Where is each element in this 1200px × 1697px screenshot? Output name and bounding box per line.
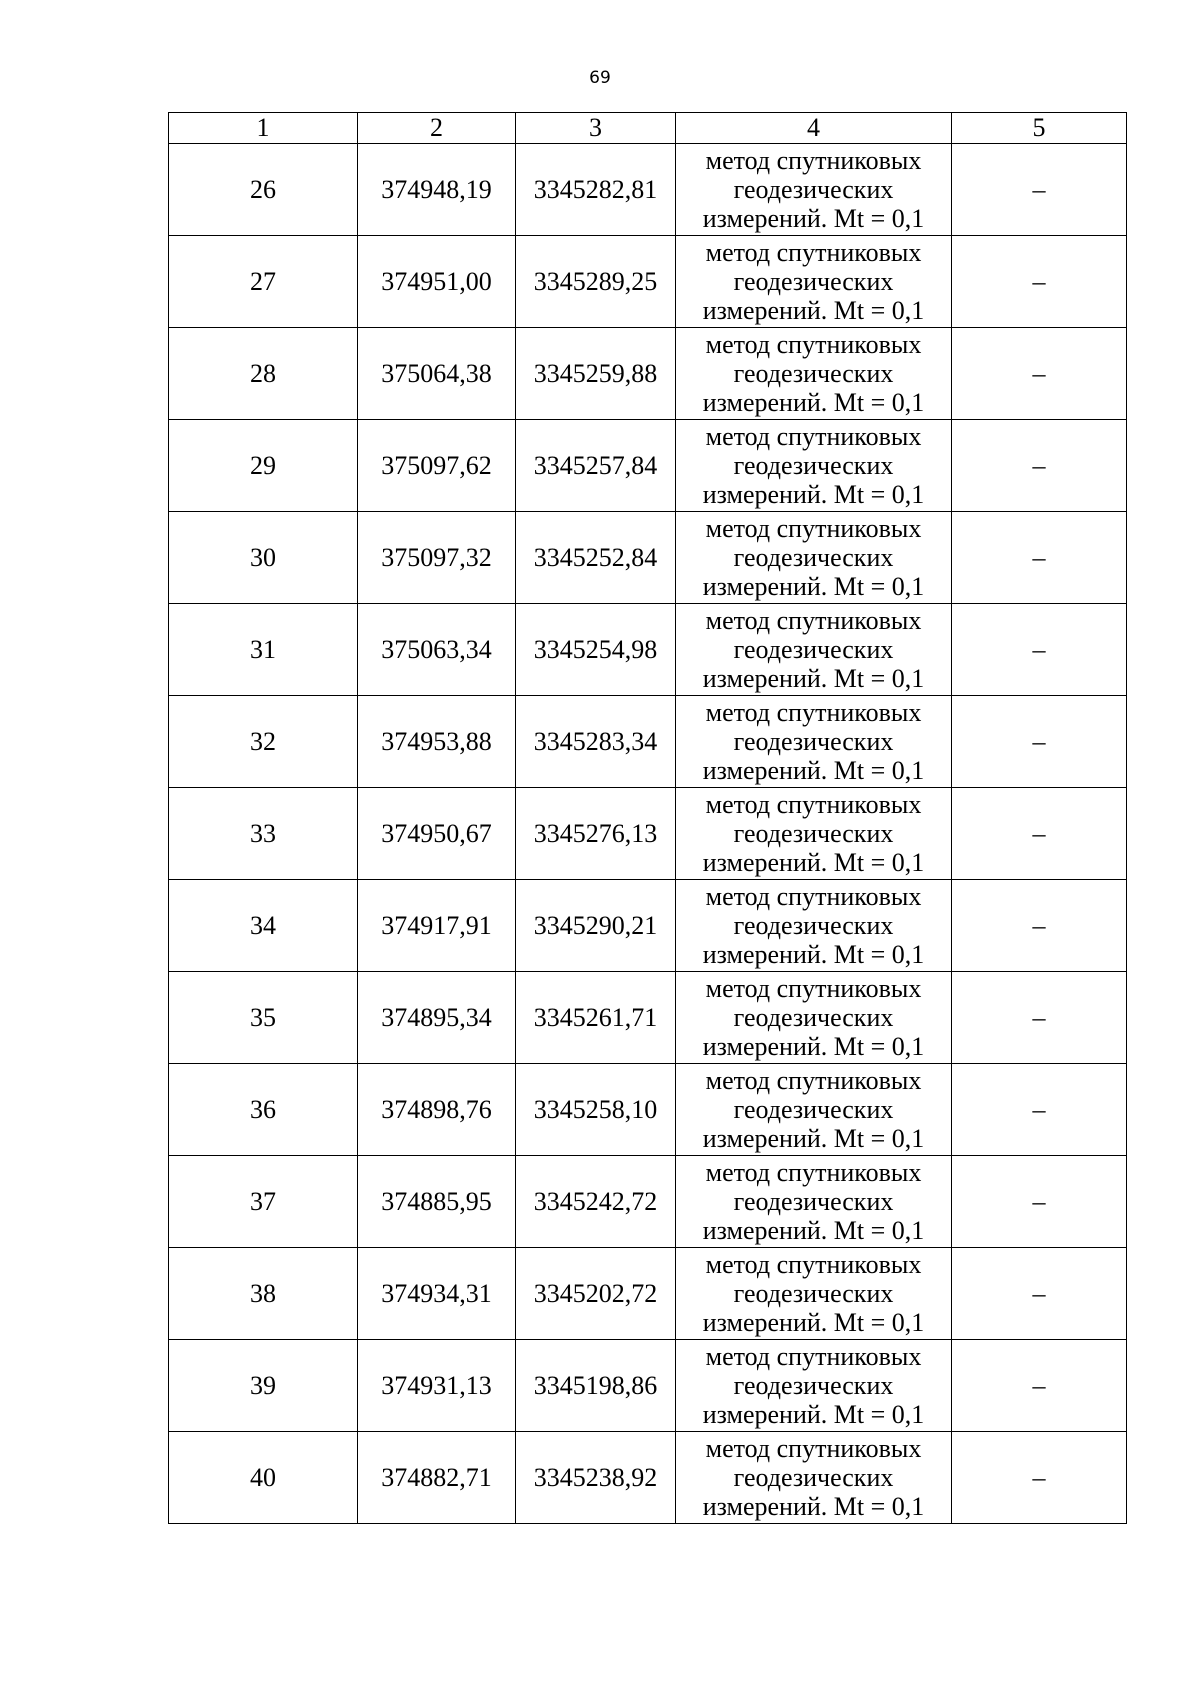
method-description: метод спутниковых геодезических измерений. Mt = 0,1 <box>676 880 952 972</box>
method-description: метод спутниковых геодезических измерений. Mt = 0,1 <box>676 236 952 328</box>
point-number: 37 <box>169 1156 358 1248</box>
column-5-value: – <box>952 1340 1127 1432</box>
method-description: метод спутниковых геодезических измерений. Mt = 0,1 <box>676 788 952 880</box>
point-number: 29 <box>169 420 358 512</box>
point-number: 31 <box>169 604 358 696</box>
method-description: метод спутниковых геодезических измерений. Mt = 0,1 <box>676 1156 952 1248</box>
point-number: 39 <box>169 1340 358 1432</box>
header-col-1: 1 <box>169 113 358 144</box>
x-coordinate: 374950,67 <box>358 788 516 880</box>
point-number: 38 <box>169 1248 358 1340</box>
method-description: метод спутниковых геодезических измерений. Mt = 0,1 <box>676 1432 952 1524</box>
method-description: метод спутниковых геодезических измерений. Mt = 0,1 <box>676 1248 952 1340</box>
coordinates-table <box>168 112 1127 1524</box>
x-coordinate: 374885,95 <box>358 1156 516 1248</box>
column-5-value: – <box>952 1156 1127 1248</box>
point-number: 26 <box>169 144 358 236</box>
x-coordinate: 374948,19 <box>358 144 516 236</box>
method-description: метод спутниковых геодезических измерений. Mt = 0,1 <box>676 512 952 604</box>
y-coordinate: 3345283,34 <box>516 696 676 788</box>
point-number: 36 <box>169 1064 358 1156</box>
table-row <box>169 1340 1127 1432</box>
x-coordinate: 375097,62 <box>358 420 516 512</box>
table-row <box>169 512 1127 604</box>
x-coordinate: 375063,34 <box>358 604 516 696</box>
column-5-value: – <box>952 972 1127 1064</box>
table-row <box>169 696 1127 788</box>
column-5-value: – <box>952 788 1127 880</box>
method-description: метод спутниковых геодезических измерений. Mt = 0,1 <box>676 1340 952 1432</box>
x-coordinate: 374882,71 <box>358 1432 516 1524</box>
table-row <box>169 788 1127 880</box>
table-row <box>169 1064 1127 1156</box>
table-row <box>169 420 1127 512</box>
column-5-value: – <box>952 1432 1127 1524</box>
column-5-value: – <box>952 512 1127 604</box>
x-coordinate: 375097,32 <box>358 512 516 604</box>
table-row <box>169 604 1127 696</box>
table-row <box>169 1156 1127 1248</box>
point-number: 33 <box>169 788 358 880</box>
table-row <box>169 236 1127 328</box>
table-row <box>169 1248 1127 1340</box>
point-number: 28 <box>169 328 358 420</box>
header-col-3: 3 <box>516 113 676 144</box>
header-col-2: 2 <box>358 113 516 144</box>
x-coordinate: 374953,88 <box>358 696 516 788</box>
y-coordinate: 3345198,86 <box>516 1340 676 1432</box>
page-number: 69 <box>589 68 611 88</box>
method-description: метод спутниковых геодезических измерений. Mt = 0,1 <box>676 144 952 236</box>
y-coordinate: 3345238,92 <box>516 1432 676 1524</box>
y-coordinate: 3345261,71 <box>516 972 676 1064</box>
point-number: 32 <box>169 696 358 788</box>
x-coordinate: 374934,31 <box>358 1248 516 1340</box>
x-coordinate: 374951,00 <box>358 236 516 328</box>
header-row <box>169 113 1127 144</box>
y-coordinate: 3345289,25 <box>516 236 676 328</box>
column-5-value: – <box>952 328 1127 420</box>
point-number: 27 <box>169 236 358 328</box>
header-col-4: 4 <box>676 113 952 144</box>
table-row <box>169 1432 1127 1524</box>
y-coordinate: 3345252,84 <box>516 512 676 604</box>
x-coordinate: 374898,76 <box>358 1064 516 1156</box>
y-coordinate: 3345282,81 <box>516 144 676 236</box>
x-coordinate: 374917,91 <box>358 880 516 972</box>
method-description: метод спутниковых геодезических измерений. Mt = 0,1 <box>676 696 952 788</box>
y-coordinate: 3345259,88 <box>516 328 676 420</box>
point-number: 30 <box>169 512 358 604</box>
y-coordinate: 3345258,10 <box>516 1064 676 1156</box>
table-row <box>169 144 1127 236</box>
column-5-value: – <box>952 236 1127 328</box>
y-coordinate: 3345290,21 <box>516 880 676 972</box>
point-number: 34 <box>169 880 358 972</box>
header-col-5: 5 <box>952 113 1127 144</box>
column-5-value: – <box>952 1064 1127 1156</box>
y-coordinate: 3345254,98 <box>516 604 676 696</box>
y-coordinate: 3345257,84 <box>516 420 676 512</box>
y-coordinate: 3345276,13 <box>516 788 676 880</box>
x-coordinate: 374895,34 <box>358 972 516 1064</box>
point-number: 40 <box>169 1432 358 1524</box>
column-5-value: – <box>952 1248 1127 1340</box>
column-5-value: – <box>952 420 1127 512</box>
table-row <box>169 328 1127 420</box>
y-coordinate: 3345202,72 <box>516 1248 676 1340</box>
method-description: метод спутниковых геодезических измерений. Mt = 0,1 <box>676 328 952 420</box>
method-description: метод спутниковых геодезических измерений. Mt = 0,1 <box>676 972 952 1064</box>
table-row <box>169 972 1127 1064</box>
table-row <box>169 880 1127 972</box>
column-5-value: – <box>952 880 1127 972</box>
point-number: 35 <box>169 972 358 1064</box>
x-coordinate: 374931,13 <box>358 1340 516 1432</box>
y-coordinate: 3345242,72 <box>516 1156 676 1248</box>
x-coordinate: 375064,38 <box>358 328 516 420</box>
column-5-value: – <box>952 604 1127 696</box>
method-description: метод спутниковых геодезических измерений. Mt = 0,1 <box>676 420 952 512</box>
method-description: метод спутниковых геодезических измерений. Mt = 0,1 <box>676 604 952 696</box>
method-description: метод спутниковых геодезических измерений. Mt = 0,1 <box>676 1064 952 1156</box>
column-5-value: – <box>952 144 1127 236</box>
column-5-value: – <box>952 696 1127 788</box>
